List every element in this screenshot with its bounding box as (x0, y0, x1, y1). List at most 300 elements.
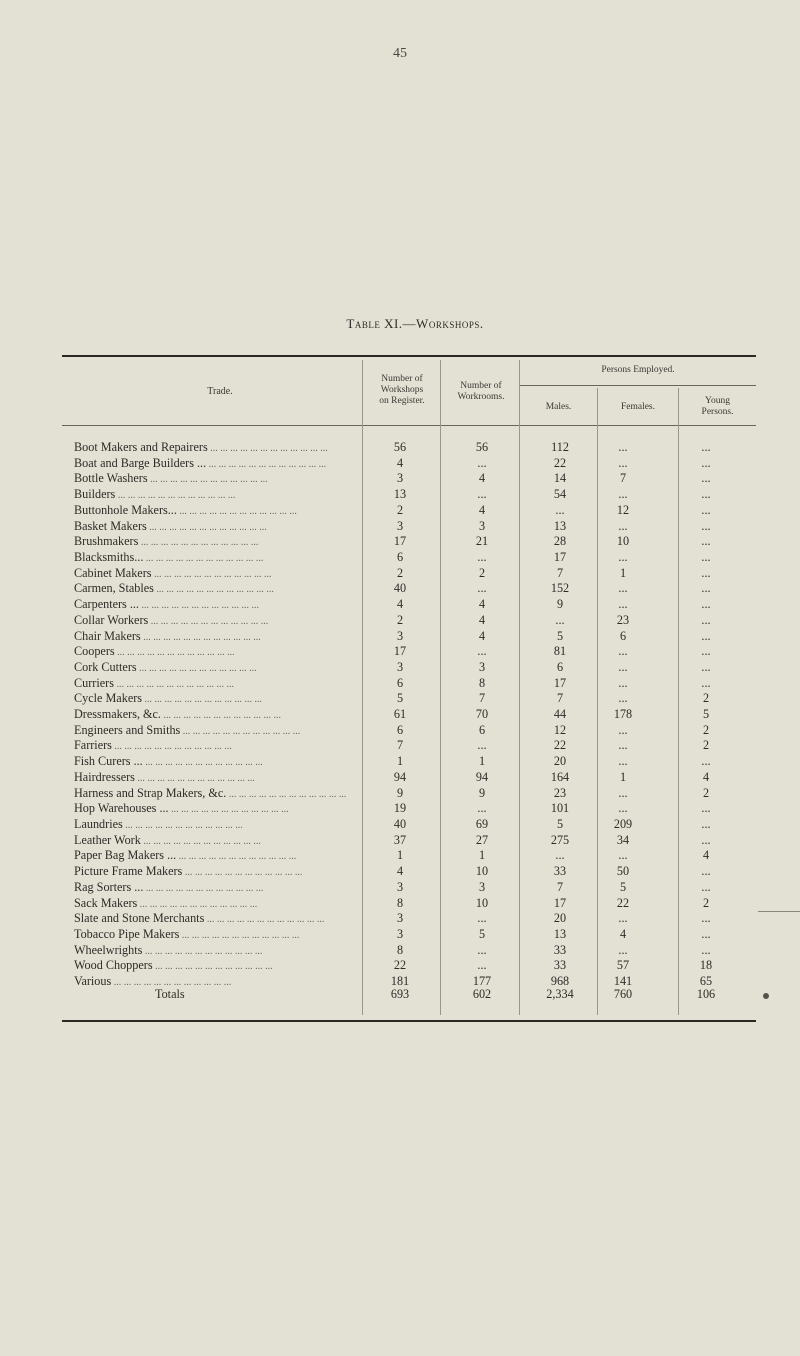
workrooms-cell: 3 (478, 879, 486, 894)
females-cell: ... (618, 675, 628, 690)
trade-name: Hairdressers ... ... ... ... ... ... ... ... ... ... ... ... (74, 769, 255, 784)
table-row (0, 644, 800, 658)
workshops-cell: 2 (396, 565, 404, 580)
header-workshops: Number of Workshops on Register. (379, 374, 425, 406)
dot-leader: ... ... ... ... ... ... ... ... ... ... ... ... (207, 443, 328, 454)
table-row (0, 754, 800, 768)
females-cell: 178 (613, 707, 633, 721)
table-row (0, 974, 800, 988)
dot-leader: ... ... ... ... ... ... ... ... ... ... ... ... (226, 788, 347, 800)
dot-leader: ... ... ... ... ... ... ... ... ... ... ... ... (180, 725, 301, 737)
females-cell: ... (618, 911, 628, 926)
header-workrooms: Number of Workrooms. (457, 381, 505, 402)
dot-leader: ... ... ... ... ... ... ... ... ... ... ... ... (143, 882, 264, 894)
totals-workshops: 693 (390, 987, 410, 1001)
workrooms-cell: 177 (472, 974, 492, 988)
young-persons-cell: ... (701, 816, 711, 831)
young-persons-cell: ... (701, 754, 711, 769)
header-persons-employed: Persons Employed. (601, 365, 675, 375)
males-cell: 275 (550, 832, 570, 847)
workrooms-cell: ... (477, 911, 487, 926)
workrooms-cell: 21 (475, 534, 489, 549)
males-cell: 22 (553, 455, 567, 470)
workshops-cell: 2 (396, 502, 404, 517)
workshops-cell: 3 (396, 911, 404, 926)
workrooms-cell: 1 (478, 754, 486, 769)
dot-leader: ... ... ... ... ... ... ... ... ... ... ... ... (140, 631, 261, 643)
young-persons-cell: ... (701, 471, 711, 486)
females-cell: ... (618, 722, 628, 737)
dot-leader: ... ... ... ... ... ... ... ... ... ... ... ... (138, 537, 259, 549)
males-cell: 28 (553, 534, 567, 549)
males-cell: 9 (556, 597, 564, 612)
young-persons-cell: ... (701, 644, 711, 659)
trade-name: Slate and Stone Merchants ... ... ... ... ... ... ... ... ... ... ... ... (74, 911, 325, 926)
males-cell: 7 (556, 565, 564, 580)
trade-name: Chair Makers ... ... ... ... ... ... ... ... ... ... ... ... (74, 628, 261, 643)
workshops-cell: 19 (393, 801, 407, 816)
dot-leader: ... ... ... ... ... ... ... ... ... ... ... ... (142, 757, 263, 769)
trade-name: Wood Choppers ... ... ... ... ... ... ... ... ... ... ... ... (74, 958, 273, 973)
females-cell: 12 (616, 502, 630, 517)
dot-leader: ... ... ... ... ... ... ... ... ... ... ... ... (142, 945, 263, 957)
table-row (0, 786, 800, 800)
females-cell: 209 (613, 816, 633, 831)
trade-name: Boot Makers and Repairers ... ... ... ... ... ... ... ... ... ... ... ... (74, 440, 328, 454)
table-row (0, 927, 800, 941)
young-persons-cell: ... (701, 518, 711, 533)
females-cell: 34 (616, 832, 630, 847)
workshops-cell: 6 (396, 722, 404, 737)
females-cell: ... (618, 942, 628, 957)
dot-leader: ... ... ... ... ... ... ... ... ... ... ... ... (122, 819, 243, 831)
table-row (0, 519, 800, 533)
females-cell: ... (618, 785, 628, 800)
males-cell: 112 (551, 440, 569, 454)
table-row (0, 676, 800, 690)
workshops-cell: 4 (396, 864, 404, 879)
males-cell: 13 (553, 518, 567, 533)
workrooms-cell: ... (477, 487, 487, 502)
table-row (0, 534, 800, 548)
females-cell: ... (618, 738, 628, 753)
females-cell: ... (618, 455, 628, 470)
trade-name: Hop Warehouses ... ... ... ... ... ... ... ... ... ... ... ... ... (74, 801, 289, 816)
females-cell: 57 (616, 958, 630, 973)
workshops-cell: 9 (396, 785, 404, 800)
trade-name: Brushmakers ... ... ... ... ... ... ... ... ... ... ... ... (74, 534, 259, 549)
workrooms-cell: 3 (478, 518, 486, 533)
dot-leader: ... ... ... ... ... ... ... ... ... ... ... ... (176, 505, 297, 517)
trade-name: Tobacco Pipe Makers ... ... ... ... ... ... ... ... ... ... ... ... (74, 926, 300, 941)
ink-dot (763, 993, 769, 999)
table-row (0, 691, 800, 705)
males-cell: 23 (553, 785, 567, 800)
males-cell: 17 (553, 895, 567, 910)
dot-leader: ... ... ... ... ... ... ... ... ... ... ... ... (182, 867, 303, 879)
workrooms-cell: 7 (478, 691, 486, 706)
females-cell: ... (618, 659, 628, 674)
dot-leader: ... ... ... ... ... ... ... ... ... ... ... ... (148, 615, 269, 627)
trade-name: Collar Workers ... ... ... ... ... ... ... ... ... ... ... ... (74, 612, 269, 627)
dot-leader: ... ... ... ... ... ... ... ... ... ... ... ... (168, 804, 289, 816)
workrooms-cell: 70 (475, 707, 489, 721)
workshops-cell: 61 (393, 707, 407, 721)
males-cell: 152 (550, 581, 570, 596)
trade-name: Leather Work ... ... ... ... ... ... ... ... ... ... ... ... (74, 832, 261, 847)
dot-leader: ... ... ... ... ... ... ... ... ... ... ... ... (153, 584, 274, 596)
table-row (0, 723, 800, 737)
workrooms-cell: 4 (478, 471, 486, 486)
table-bottom-rule (62, 1020, 756, 1022)
workrooms-cell: 10 (475, 864, 489, 879)
workshops-cell: 7 (396, 738, 404, 753)
dot-leader: ... ... ... ... ... ... ... ... ... ... ... ... (113, 678, 234, 690)
females-cell: ... (618, 597, 628, 612)
trade-name: Fish Curers ... ... ... ... ... ... ... ... ... ... ... ... ... (74, 754, 263, 769)
males-cell: ... (555, 612, 565, 627)
dot-leader: ... ... ... ... ... ... ... ... ... ... ... ... (143, 552, 264, 564)
trade-name: Laundries ... ... ... ... ... ... ... ... ... ... ... ... (74, 816, 243, 831)
workshops-cell: 3 (396, 879, 404, 894)
dot-leader: ... ... ... ... ... ... ... ... ... ... ... ... (147, 474, 268, 486)
dot-leader: ... ... ... ... ... ... ... ... ... ... ... ... (176, 851, 297, 863)
males-cell: 33 (553, 958, 567, 973)
workrooms-cell: 2 (478, 565, 486, 580)
trade-name: Various ... ... ... ... ... ... ... ... ... ... ... ... (74, 974, 232, 988)
females-cell: 4 (619, 926, 627, 941)
females-cell: ... (618, 487, 628, 502)
females-cell: 50 (616, 864, 630, 879)
trade-name: Cabinet Makers ... ... ... ... ... ... ... ... ... ... ... ... (74, 565, 272, 580)
males-cell: 5 (556, 816, 564, 831)
young-persons-cell: ... (701, 911, 711, 926)
females-cell: ... (618, 440, 628, 454)
young-persons-cell: ... (701, 502, 711, 517)
young-persons-cell: ... (701, 534, 711, 549)
workshops-cell: 40 (393, 816, 407, 831)
workshops-cell: 3 (396, 926, 404, 941)
dot-leader: ... ... ... ... ... ... ... ... ... ... ... ... (206, 458, 327, 470)
totals-workrooms: 602 (472, 987, 492, 1001)
workshops-cell: 6 (396, 549, 404, 564)
page-number: 45 (393, 46, 407, 61)
females-cell: ... (618, 518, 628, 533)
workshops-cell: 3 (396, 628, 404, 643)
table-row (0, 801, 800, 815)
young-persons-cell: ... (701, 659, 711, 674)
dot-leader: ... ... ... ... ... ... ... ... ... ... ... ... (204, 914, 325, 926)
trade-name: Rag Sorters ... ... ... ... ... ... ... ... ... ... ... ... ... (74, 879, 264, 894)
females-cell: 23 (616, 612, 630, 627)
workshops-cell: 56 (393, 440, 407, 454)
totals-label: Totals (155, 987, 185, 1001)
dot-leader: ... ... ... ... ... ... ... ... ... ... ... ... (152, 961, 273, 973)
young-persons-cell: ... (701, 440, 711, 454)
workshops-cell: 8 (396, 895, 404, 910)
trade-name: Carmen, Stables ... ... ... ... ... ... ... ... ... ... ... ... (74, 581, 274, 596)
young-persons-cell: ... (701, 942, 711, 957)
young-persons-cell: 2 (702, 691, 710, 706)
workshops-cell: 3 (396, 471, 404, 486)
table-row (0, 833, 800, 847)
males-cell: 968 (550, 974, 570, 988)
workrooms-cell: 9 (478, 785, 486, 800)
table-row (0, 848, 800, 862)
young-persons-cell: 65 (699, 974, 713, 988)
dot-leader: ... ... ... ... ... ... ... ... ... ... ... ... (179, 929, 300, 941)
table-row (0, 660, 800, 674)
workshops-cell: 13 (393, 487, 407, 502)
males-cell: 6 (556, 659, 564, 674)
workshops-cell: 4 (396, 455, 404, 470)
workrooms-cell: ... (477, 738, 487, 753)
females-cell: ... (618, 549, 628, 564)
table-row (0, 817, 800, 831)
workshops-cell: 17 (393, 534, 407, 549)
young-persons-cell: 4 (702, 848, 710, 863)
workrooms-cell: 5 (478, 926, 486, 941)
table-row (0, 440, 800, 454)
workrooms-cell: ... (477, 801, 487, 816)
workrooms-cell: ... (477, 644, 487, 659)
totals-females: 760 (613, 987, 633, 1001)
dot-leader: ... ... ... ... ... ... ... ... ... ... ... ... (138, 600, 259, 612)
trade-name: Cycle Makers ... ... ... ... ... ... ... ... ... ... ... ... (74, 691, 263, 706)
dot-leader: ... ... ... ... ... ... ... ... ... ... ... ... (142, 694, 263, 706)
table-row (0, 471, 800, 485)
females-cell: ... (618, 691, 628, 706)
trade-name: Dressmakers, &c. ... ... ... ... ... ... ... ... ... ... ... ... (74, 707, 281, 721)
header-bottom-rule (62, 425, 756, 426)
workrooms-cell: 4 (478, 597, 486, 612)
young-persons-cell: 2 (702, 895, 710, 910)
workshops-cell: 3 (396, 518, 404, 533)
table-row (0, 911, 800, 925)
workrooms-cell: 4 (478, 502, 486, 517)
workrooms-cell: 10 (475, 895, 489, 910)
males-cell: 81 (553, 644, 567, 659)
table-title: Table XI.—Workshops. (346, 316, 484, 331)
dot-leader: ... ... ... ... ... ... ... ... ... ... ... ... (146, 521, 267, 533)
table-row (0, 738, 800, 752)
females-cell: ... (618, 754, 628, 769)
workshops-cell: 37 (393, 832, 407, 847)
trade-name: Blacksmiths... ... ... ... ... ... ... ... ... ... ... ... ... (74, 549, 264, 564)
females-cell: ... (618, 801, 628, 816)
trade-name: Builders ... ... ... ... ... ... ... ... ... ... ... ... (74, 487, 236, 502)
table-row (0, 613, 800, 627)
persons-subheader-rule (519, 385, 756, 386)
workrooms-cell: ... (477, 455, 487, 470)
dot-leader: ... ... ... ... ... ... ... ... ... ... ... ... (114, 647, 235, 659)
young-persons-cell: ... (701, 597, 711, 612)
table-row (0, 503, 800, 517)
young-persons-cell: ... (701, 864, 711, 879)
table-row (0, 629, 800, 643)
workrooms-cell: 6 (478, 722, 486, 737)
workshops-cell: 40 (393, 581, 407, 596)
young-persons-cell: ... (701, 926, 711, 941)
workshops-cell: 2 (396, 612, 404, 627)
males-cell: 33 (553, 942, 567, 957)
males-cell: 7 (556, 691, 564, 706)
young-persons-cell: ... (701, 675, 711, 690)
males-cell: 54 (553, 487, 567, 502)
header-young-persons: Young Persons. (701, 396, 734, 417)
workrooms-cell: 69 (475, 816, 489, 831)
table-row (0, 456, 800, 470)
dot-leader: ... ... ... ... ... ... ... ... ... ... ... ... (140, 835, 261, 847)
workrooms-cell: 1 (478, 848, 486, 863)
table-row (0, 487, 800, 501)
young-persons-cell: ... (701, 455, 711, 470)
young-persons-cell: 2 (702, 785, 710, 800)
males-cell: 13 (553, 926, 567, 941)
totals-young-persons: 106 (696, 987, 716, 1001)
young-persons-cell: 5 (702, 707, 710, 721)
males-cell: 20 (553, 911, 567, 926)
trade-name: Carpenters ... ... ... ... ... ... ... ... ... ... ... ... ... (74, 597, 259, 612)
males-cell: 14 (553, 471, 567, 486)
workrooms-cell: 4 (478, 612, 486, 627)
trade-name: Cork Cutters ... ... ... ... ... ... ... ... ... ... ... ... (74, 659, 257, 674)
table-row (0, 550, 800, 564)
dot-leader: ... ... ... ... ... ... ... ... ... ... ... ... (111, 741, 232, 753)
trade-name: Basket Makers ... ... ... ... ... ... ... ... ... ... ... ... (74, 518, 267, 533)
trade-name: Buttonhole Makers... ... ... ... ... ... ... ... ... ... ... ... ... (74, 502, 297, 517)
males-cell: 5 (556, 628, 564, 643)
young-persons-cell: 2 (702, 738, 710, 753)
females-cell: 141 (613, 974, 633, 988)
males-cell: 17 (553, 549, 567, 564)
trade-name: Curriers ... ... ... ... ... ... ... ... ... ... ... ... (74, 675, 234, 690)
young-persons-cell: ... (701, 612, 711, 627)
workrooms-cell: 94 (475, 769, 489, 784)
workrooms-cell: 56 (475, 440, 489, 454)
trade-name: Engineers and Smiths ... ... ... ... ... ... ... ... ... ... ... ... (74, 722, 301, 737)
dot-leader: ... ... ... ... ... ... ... ... ... ... ... ... (115, 490, 236, 502)
males-cell: 164 (550, 769, 570, 784)
dot-leader: ... ... ... ... ... ... ... ... ... ... ... ... (136, 662, 257, 674)
workshops-cell: 4 (396, 597, 404, 612)
workrooms-cell: 3 (478, 659, 486, 674)
trade-name: Boat and Barge Builders ... ... ... ... ... ... ... ... ... ... ... ... ... (74, 455, 327, 470)
females-cell: ... (618, 848, 628, 863)
young-persons-cell: 18 (699, 958, 713, 973)
header-trade: Trade. (207, 386, 233, 397)
dot-leader: ... ... ... ... ... ... ... ... ... ... ... ... (134, 772, 255, 784)
workshops-cell: 94 (393, 769, 407, 784)
females-cell: ... (618, 581, 628, 596)
workrooms-cell: 27 (475, 832, 489, 847)
table-row (0, 566, 800, 580)
workshops-cell: 5 (396, 691, 404, 706)
dot-leader: ... ... ... ... ... ... ... ... ... ... ... ... (151, 568, 272, 580)
young-persons-cell: ... (701, 879, 711, 894)
table-row (0, 864, 800, 878)
females-cell: ... (618, 644, 628, 659)
males-cell: 7 (556, 879, 564, 894)
females-cell: 7 (619, 471, 627, 486)
dot-leader: ... ... ... ... ... ... ... ... ... ... ... ... (160, 710, 281, 721)
workshops-cell: 3 (396, 659, 404, 674)
trade-name: Wheelwrights ... ... ... ... ... ... ... ... ... ... ... ... (74, 942, 263, 957)
trade-name: Sack Makers ... ... ... ... ... ... ... ... ... ... ... ... (74, 895, 258, 910)
table-row (0, 581, 800, 595)
margin-mark (758, 911, 800, 912)
young-persons-cell: ... (701, 487, 711, 502)
males-cell: 44 (553, 707, 567, 721)
females-cell: 6 (619, 628, 627, 643)
males-cell: ... (555, 848, 565, 863)
males-cell: 101 (550, 801, 570, 816)
workshops-cell: 6 (396, 675, 404, 690)
males-cell: 20 (553, 754, 567, 769)
workrooms-cell: ... (477, 942, 487, 957)
workrooms-cell: 4 (478, 628, 486, 643)
females-cell: 1 (619, 565, 627, 580)
females-cell: 5 (619, 879, 627, 894)
females-cell: 1 (619, 769, 627, 784)
table-row (0, 958, 800, 972)
table-row (0, 707, 800, 721)
young-persons-cell: 2 (702, 722, 710, 737)
table-row (0, 943, 800, 957)
females-cell: 10 (616, 534, 630, 549)
workshops-cell: 8 (396, 942, 404, 957)
young-persons-cell: ... (701, 801, 711, 816)
trade-name: Coopers ... ... ... ... ... ... ... ... ... ... ... ... (74, 644, 235, 659)
table-top-rule (62, 355, 756, 357)
workshops-cell: 22 (393, 958, 407, 973)
dot-leader: ... ... ... ... ... ... ... ... ... ... ... ... (137, 898, 258, 910)
workshops-cell: 17 (393, 644, 407, 659)
header-females: Females. (620, 402, 656, 412)
young-persons-cell: ... (701, 549, 711, 564)
trade-name: Paper Bag Makers ... ... ... ... ... ... ... ... ... ... ... ... ... (74, 848, 297, 863)
young-persons-cell: ... (701, 581, 711, 596)
totals-males: 2,334 (546, 987, 574, 1001)
workrooms-cell: 8 (478, 675, 486, 690)
workshops-cell: 1 (396, 754, 404, 769)
workshops-cell: 1 (396, 848, 404, 863)
young-persons-cell: ... (701, 832, 711, 847)
workrooms-cell: ... (477, 581, 487, 596)
males-cell: 17 (553, 675, 567, 690)
table-row (0, 597, 800, 611)
workshops-cell: 181 (390, 974, 410, 988)
trade-name: Harness and Strap Makers, &c. ... ... ... ... ... ... ... ... ... ... ... ... (74, 785, 347, 800)
workrooms-cell: ... (477, 958, 487, 973)
totals-row (0, 987, 800, 1003)
table-row (0, 770, 800, 784)
workrooms-cell: ... (477, 549, 487, 564)
males-cell: ... (555, 502, 565, 517)
young-persons-cell: 4 (702, 769, 710, 784)
dot-leader: ... ... ... ... ... ... ... ... ... ... ... ... (111, 977, 232, 988)
table-row (0, 880, 800, 894)
males-cell: 33 (553, 864, 567, 879)
females-cell: 22 (616, 895, 630, 910)
header-males: Males. (545, 402, 572, 412)
young-persons-cell: ... (701, 565, 711, 580)
males-cell: 22 (553, 738, 567, 753)
table-row (0, 896, 800, 910)
young-persons-cell: ... (701, 628, 711, 643)
trade-name: Farriers ... ... ... ... ... ... ... ... ... ... ... ... (74, 738, 232, 753)
trade-name: Bottle Washers ... ... ... ... ... ... ... ... ... ... ... ... (74, 471, 268, 486)
